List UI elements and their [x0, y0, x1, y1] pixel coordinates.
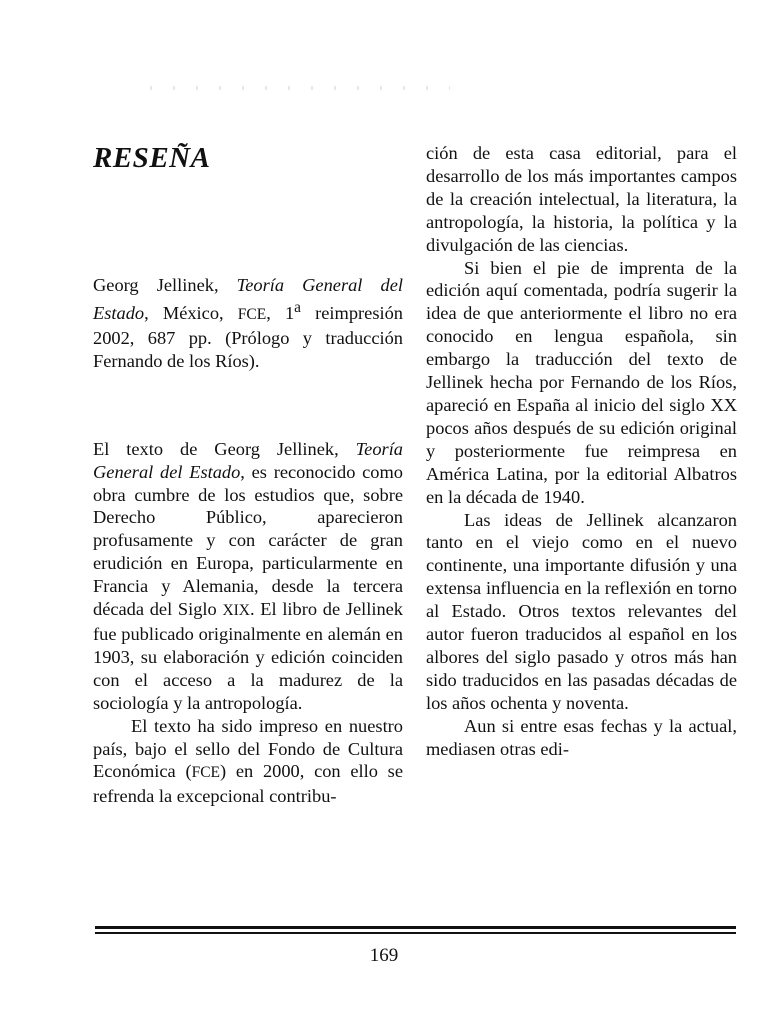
citation-title: Teoría General del Estado [93, 275, 403, 324]
book-citation [93, 178, 403, 373]
review-heading: RESEÑA [93, 142, 211, 174]
paragraph-edition-acronym: FCE [191, 764, 221, 782]
paragraph-intro-book-title: Teoría General del Estado [93, 438, 403, 482]
page-number: 169 [369, 945, 399, 966]
citation-place: , México, [144, 303, 224, 324]
citation-publisher: FCE [237, 306, 267, 324]
paragraph-other-editions: Aun si entre esas fechas y la actual, mediasen otras edi- [426, 715, 737, 759]
paragraph-intro-body: , es reconocido como obra cumbre de los estudios que, sobre Derecho Público, aparecieron profusamente y con carácter de gran erudición en Europa, particularmente en Francia y Alemania, desde la tercera década del Siglo [93, 461, 403, 620]
scan-artifacts [150, 86, 450, 90]
paragraph-edition-lead: El texto ha sido impreso en nuestro país, bajo el sello del Fondo de Cultura Económica ( [93, 715, 403, 782]
right-column [426, 138, 737, 760]
paragraph-edition-tail: ) en 2000, con ello se refrenda la excepcional contribu- [93, 761, 403, 807]
citation-edition: , 1 [266, 303, 295, 324]
paragraph-intro [93, 438, 403, 715]
footer-rule-thin [95, 932, 736, 934]
paragraph-intro-century: XIX [222, 602, 250, 620]
paragraph-intro-lead: El texto de Georg Jellinek, [93, 438, 339, 459]
left-column [93, 138, 403, 808]
paragraph-translation: Si bien el pie de imprenta de la edición aquí comentada, podría sugerir la idea de que anteriormente el libro no era conocido en lengua española, sin embargo la traducción del texto de Jellinek hecha por Fernando de los Ríos, apareció en España al inicio del siglo XX pocos años después de su edición original y posteriormente fue reimpresa en América Latina, por la editorial Albatros en la década de 1940. [426, 257, 737, 507]
paragraph-continuation: ción de esta casa editorial, para el desarrollo de los más importantes campos de la creación intelectual, la literatura, la antropología, la historia, la política y la divulgación de las ciencias. [426, 143, 737, 255]
citation-author: Georg Jellinek, [93, 275, 219, 295]
paragraph-intro-ending: . El libro de Jellinek fue publicado originalmente en alemán en 1903, su elaboración y edición coinciden con el acceso a la madurez de la sociología y la antropología. [93, 599, 403, 713]
paragraph-edition [93, 715, 403, 809]
footer-rule-thick [95, 926, 736, 929]
citation-details: reimpresión 2002, 687 pp. (Prólogo y traducción Fernando de los Ríos). [93, 303, 403, 371]
paragraph-influence: Las ideas de Jellinek alcanzaron tanto en el viejo como en el nuevo continente, una importante difusión y una extensa influencia en la reflexión en torno al Estado. Otros textos relevantes del autor fueron traducidos al español en los albores del siglo pasado y otros más han sido traducidos en las pasadas décadas de los años ochenta y noventa. [426, 509, 737, 713]
citation-edition-superscript: a [294, 298, 301, 316]
